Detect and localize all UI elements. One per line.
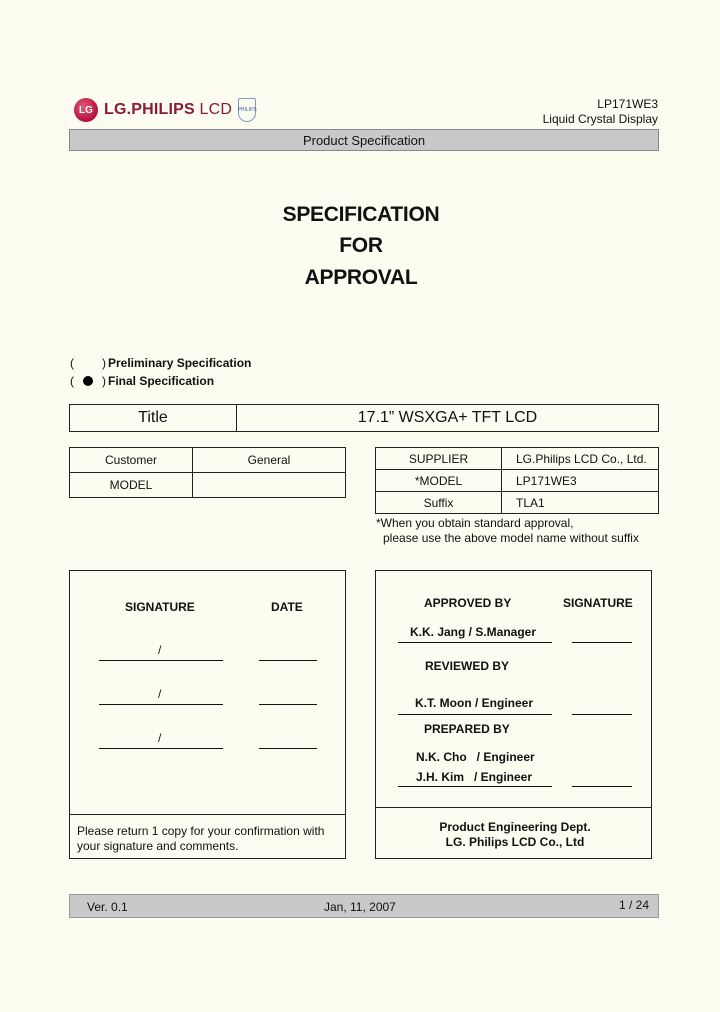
heading-line-3: APPROVAL	[304, 266, 418, 289]
model-code: LP171WE3	[597, 97, 658, 111]
dept-line-2: LG. Philips LCD Co., Ltd	[445, 835, 585, 849]
option-preliminary[interactable]	[70, 356, 251, 370]
date-header: DATE	[271, 600, 303, 614]
signature-line[interactable]	[99, 704, 223, 705]
customer-signature-box	[69, 570, 346, 815]
signature-label: SIGNATURE	[563, 596, 633, 610]
signature-slash: /	[158, 643, 162, 657]
prepared-by-label: PREPARED BY	[424, 722, 510, 736]
filled-dot-icon	[83, 376, 93, 386]
signature-slash: /	[158, 731, 162, 745]
approver-line	[398, 642, 552, 643]
philips-shield-icon: PHILIPS	[238, 98, 256, 122]
product-spec-band: Product Specification	[69, 129, 659, 151]
approval-note-line-2: please use the above model name without suffix	[383, 531, 639, 545]
approver-signature-line[interactable]	[572, 642, 632, 643]
model-value[interactable]	[193, 473, 346, 498]
version-label: Ver. 0.1	[87, 900, 128, 914]
reviewer-line	[398, 714, 552, 715]
title-label: Title	[70, 405, 237, 432]
preparer-line	[398, 786, 552, 787]
suffix-label: Suffix	[376, 492, 502, 514]
preparer-signature-line[interactable]	[572, 786, 632, 787]
page-number: 1 / 24	[618, 898, 649, 912]
logo-text: LG.PHILIPS LCD	[104, 101, 233, 118]
footer-bar	[69, 894, 659, 918]
signature-line[interactable]	[99, 660, 223, 661]
radio-selected[interactable]: ( )	[70, 374, 106, 388]
reviewed-by-label: REVIEWED BY	[425, 659, 510, 673]
option-final[interactable]	[70, 374, 214, 388]
approval-note-line-1: *When you obtain standard approval,	[376, 516, 574, 530]
suffix-value: TLA1	[502, 492, 659, 514]
model-label: MODEL	[70, 473, 193, 498]
supplier-box-divider	[375, 807, 652, 808]
supplier-label: SUPPLIER	[376, 448, 502, 470]
heading-line-2: FOR	[339, 234, 383, 257]
supplier-model-label: *MODEL	[376, 470, 502, 492]
date-line[interactable]	[259, 660, 317, 661]
approver-name: K.K. Jang / S.Manager	[410, 625, 537, 639]
title-value: 17.1” WSXGA+ TFT LCD	[237, 405, 659, 432]
date-line[interactable]	[259, 704, 317, 705]
title-table	[69, 404, 659, 432]
signature-slash: /	[158, 687, 162, 701]
return-note-line-2: your signature and comments.	[77, 839, 239, 853]
heading-line-1: SPECIFICATION	[282, 203, 440, 226]
dept-line-1: Product Engineering Dept.	[439, 820, 591, 834]
supplier-model-value: LP171WE3	[502, 470, 659, 492]
reviewer-signature-line[interactable]	[572, 714, 632, 715]
company-logo	[74, 98, 256, 122]
supplier-table	[375, 447, 659, 514]
customer-table	[69, 447, 346, 498]
preparer-2-name: J.H. Kim / Engineer	[416, 770, 533, 784]
lg-logo-icon: LG	[74, 98, 98, 122]
option-label: Final Specification	[108, 374, 215, 388]
signature-header: SIGNATURE	[125, 600, 195, 614]
reviewer-name: K.T. Moon / Engineer	[415, 696, 534, 710]
return-note-line-1: Please return 1 copy for your confirmation with	[77, 824, 325, 838]
option-label: Preliminary Specification	[108, 356, 252, 370]
radio-empty[interactable]: ( )	[70, 356, 106, 370]
preparer-1-name: N.K. Cho / Engineer	[416, 750, 535, 764]
signature-line[interactable]	[99, 748, 223, 749]
footer-date: Jan, 11, 2007	[324, 900, 396, 914]
approved-by-label: APPROVED BY	[424, 596, 512, 610]
supplier-value: LG.Philips LCD Co., Ltd.	[502, 448, 659, 470]
customer-label: Customer	[70, 448, 193, 473]
date-line[interactable]	[259, 748, 317, 749]
product-type: Liquid Crystal Display	[542, 112, 658, 126]
customer-value: General	[193, 448, 346, 473]
